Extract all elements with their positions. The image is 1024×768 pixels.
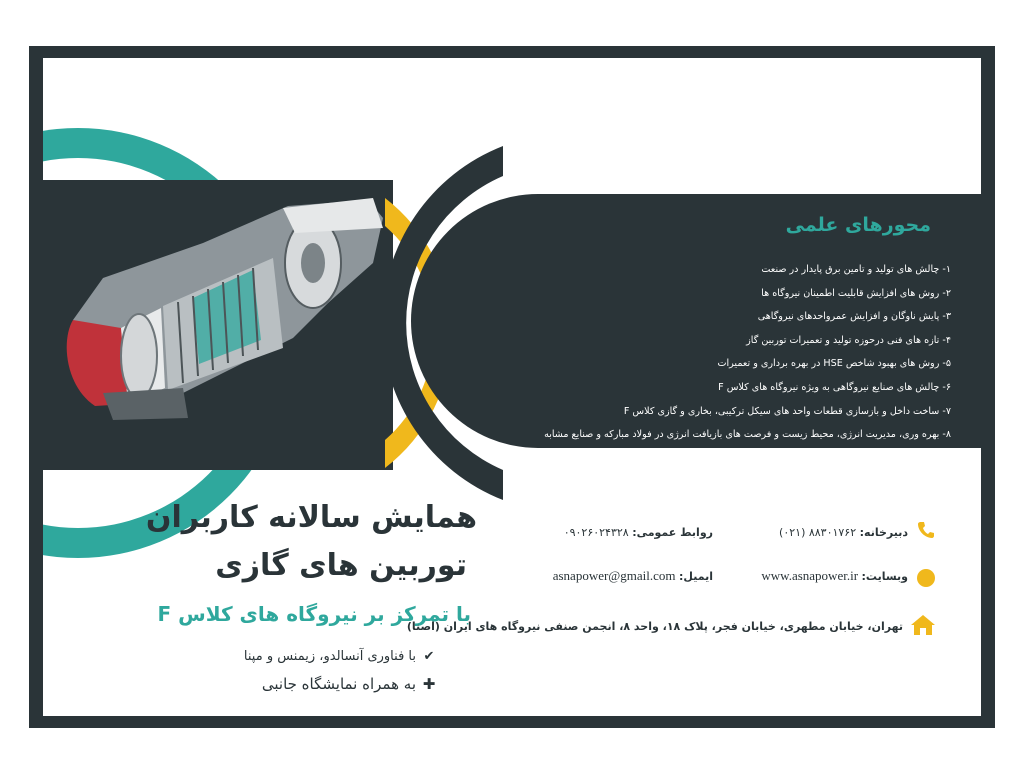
email-link[interactable]: asnapower@gmail.com [552,568,676,583]
topic-item: ۷- ساخت داخل و بازسازی قطعات واحد های سیکل ترکیبی، بخاری و گازی کلاس F [623,405,951,417]
email [43,568,713,584]
topics-list [543,258,951,447]
topic-item: ۶- چالش های صنایع نیروگاهی به ویژه نیروگاه های کلاس F [718,381,951,393]
phone-icon [916,520,936,540]
topic-item: ۵- روش های بهبود شاخص HSE در بهره برداری و تعمیرات [717,358,951,370]
public-relations [43,526,713,539]
globe-icon [916,568,936,588]
website-label: وبسایت: [861,570,908,583]
topics-title: محورهای علمی [785,214,931,236]
headline-subtitle: با تمرکز بر نیروگاه های کلاس F [157,602,471,626]
website-link[interactable]: www.asnapower.ir [761,568,859,583]
pr-label: روابط عمومی: [632,526,713,539]
feature-text: با فناوری آنسالدو، زیمنس و مپنا [243,649,416,664]
check-icon: ✔ [423,649,435,664]
feature-text: به همراه نمایشگاه جانبی [261,675,416,693]
topic-item: ۸- بهره وری، مدیریت انرژی، محیط زیست و فرصت های بازیافت انرژی در فولاد مبارکه و صنایع مشابه [544,429,951,441]
address: تهران، خیابان مطهری، خیابان فجر، پلاک ۱۸، واحد ۸، انجمن صنفی نیروگاه های ایران (اصنا) [406,620,903,633]
topic-item: ۱- چالش های تولید و تامین برق پایدار در صنعت [761,264,951,275]
topic-item: ۴- تازه های فنی درحوزه تولید و تعمیرات توربین گاز [746,334,951,346]
topic-item: ۲- روش های افزایش قابلیت اطمینان نیروگاه ها [761,287,951,299]
feature-technology [43,649,438,664]
headline-line-2: توربین های گازی [215,548,467,583]
headline-line-1: همایش سالانه کاربران [145,500,477,535]
secretariat-phone[interactable]: (۰۲۱) ۸۸۳۰۱۷۶۲ [779,526,857,539]
email-label: ایمیل: [679,570,713,583]
home-icon [910,614,936,636]
secretariat-label: دبیرخانه: [859,526,908,539]
plus-icon: ✚ [422,675,436,693]
poster [43,58,981,716]
pr-phone[interactable]: ۰۹۰۲۶۰۲۴۳۲۸ [563,526,629,539]
topic-item: ۳- پایش ناوگان و افزایش عمرواحدهای نیروگاهی [757,311,951,323]
feature-exhibition [43,675,438,693]
